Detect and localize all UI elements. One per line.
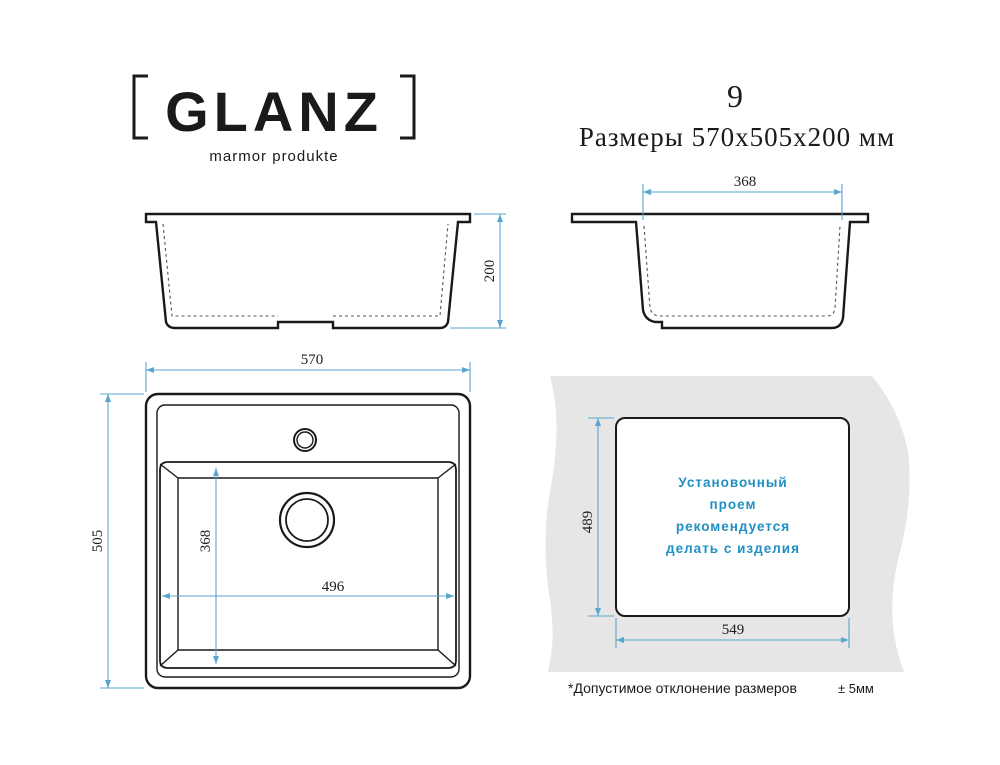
top-width-dimension-label: 570 [300, 352, 324, 368]
logo-text: GLANZ [165, 80, 383, 143]
logo-tagline: marmor produkte [209, 148, 339, 165]
cutout-note-line4: делать с изделия [666, 541, 800, 556]
size-label: Размеры 570x505x200 мм [578, 122, 896, 152]
front-view [572, 174, 868, 328]
top-view [90, 352, 470, 688]
cutout-opening [616, 418, 849, 616]
cutout-view [545, 376, 909, 672]
front-view-outline [572, 214, 868, 328]
logo-left-bracket [134, 76, 148, 138]
side-view [146, 214, 506, 328]
top-depth-dimension-label: 505 [90, 529, 106, 553]
glanz-logo [134, 76, 414, 165]
logo-right-bracket [400, 76, 414, 138]
model-number: 9 [727, 78, 743, 114]
bowl-width-dimension-label: 496 [321, 579, 345, 595]
tolerance-value: ± 5мм [838, 681, 874, 696]
cutout-height-dimension-label: 489 [580, 510, 596, 534]
cutout-width-dimension-label: 549 [721, 622, 745, 638]
cutout-note-line3: рекомендуется [675, 519, 791, 534]
tolerance-footnote: *Допустимое отклонение размеров [568, 680, 797, 696]
cutout-note-line2: проем [709, 497, 757, 512]
height-dimension-label: 200 [482, 259, 498, 283]
bowl-depth-dimension-label: 368 [198, 529, 214, 553]
cutout-note-line1: Установочный [678, 475, 788, 490]
front-width-dimension-label: 368 [733, 174, 757, 190]
side-view-outline [146, 214, 470, 328]
